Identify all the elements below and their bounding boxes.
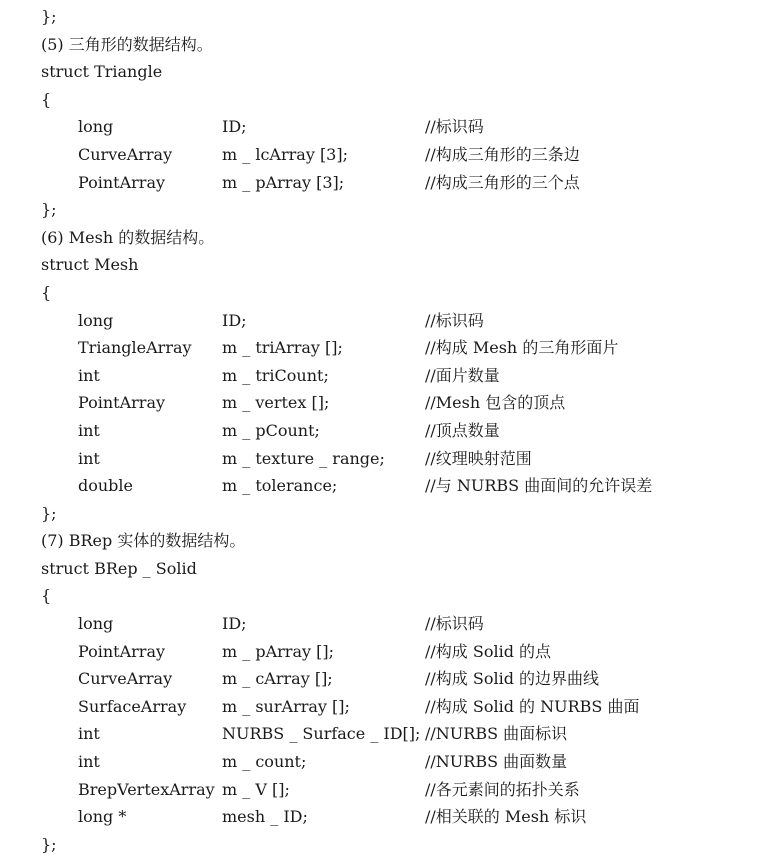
text-line [0, 58, 759, 86]
struct-field-line [0, 776, 759, 804]
field-comment: //面片数量 [425, 365, 500, 385]
field-type: PointArray [78, 172, 166, 192]
line-text: (5) 三角形的数据结构。 [41, 34, 213, 54]
field-name: ID; [222, 310, 247, 330]
text-line [0, 279, 759, 307]
struct-field-line [0, 748, 759, 776]
field-name: m _ triArray []; [222, 338, 343, 358]
text-line [0, 224, 759, 252]
struct-field-line [0, 472, 759, 500]
line-text: struct Triangle [41, 62, 163, 82]
field-name: m _ texture _ range; [222, 448, 385, 468]
field-comment: //构成 Solid 的点 [425, 641, 552, 661]
struct-field-line [0, 417, 759, 445]
field-comment: //与 NURBS 曲面间的允许误差 [425, 476, 653, 496]
field-name: m _ lcArray [3]; [222, 144, 348, 164]
text-line [0, 86, 759, 114]
field-comment: //各元素间的拓扑关系 [425, 779, 580, 799]
struct-field-line [0, 113, 759, 141]
line-text: }; [41, 503, 57, 523]
text-line [0, 196, 759, 224]
field-comment: //构成 Solid 的边界曲线 [425, 669, 600, 689]
field-type: long [78, 614, 114, 634]
field-name: ID; [222, 117, 247, 137]
line-text: { [41, 282, 52, 302]
field-type: int [78, 448, 100, 468]
field-comment: //标识码 [425, 117, 484, 137]
struct-field-line [0, 362, 759, 390]
field-name: m _ V []; [222, 779, 290, 799]
field-name: m _ count; [222, 752, 307, 772]
struct-field-line [0, 334, 759, 362]
struct-field-line [0, 665, 759, 693]
struct-field-line [0, 445, 759, 473]
struct-field-line [0, 693, 759, 721]
line-text: struct Mesh [41, 255, 139, 275]
field-type: CurveArray [78, 144, 173, 164]
field-name: m _ pArray [3]; [222, 172, 345, 192]
field-name: m _ vertex []; [222, 393, 330, 413]
line-text: (7) BRep 实体的数据结构。 [41, 531, 246, 551]
struct-field-line [0, 803, 759, 831]
field-comment: //相关联的 Mesh 标识 [425, 807, 587, 827]
field-type: BrepVertexArray [78, 779, 215, 799]
text-line [0, 251, 759, 279]
field-comment: //顶点数量 [425, 420, 500, 440]
field-type: TriangleArray [78, 338, 192, 358]
text-line [0, 3, 759, 31]
field-type: long * [78, 807, 127, 827]
field-type: PointArray [78, 393, 166, 413]
line-text: { [41, 89, 52, 109]
field-type: int [78, 724, 100, 744]
field-type: double [78, 476, 134, 496]
struct-field-line [0, 169, 759, 197]
field-name: m _ pCount; [222, 420, 320, 440]
struct-field-line [0, 638, 759, 666]
document-page [0, 3, 759, 858]
struct-field-line [0, 307, 759, 335]
field-name: NURBS _ Surface _ ID[]; [222, 724, 421, 744]
field-comment: //标识码 [425, 310, 484, 330]
struct-field-line [0, 389, 759, 417]
field-name: m _ surArray []; [222, 696, 350, 716]
field-comment: //构成 Mesh 的三角形面片 [425, 338, 619, 358]
text-line [0, 500, 759, 528]
text-line [0, 31, 759, 59]
field-name: m _ pArray []; [222, 641, 334, 661]
field-name: m _ triCount; [222, 365, 329, 385]
text-line [0, 555, 759, 583]
struct-field-line [0, 720, 759, 748]
field-comment: //NURBS 曲面标识 [425, 724, 568, 744]
line-text: }; [41, 834, 57, 854]
struct-field-line [0, 141, 759, 169]
field-type: SurfaceArray [78, 696, 187, 716]
field-type: long [78, 310, 114, 330]
field-comment: //构成 Solid 的 NURBS 曲面 [425, 696, 640, 716]
field-type: int [78, 752, 100, 772]
text-line [0, 527, 759, 555]
field-comment: //标识码 [425, 614, 484, 634]
field-comment: //Mesh 包含的顶点 [425, 393, 566, 413]
line-text: }; [41, 200, 57, 220]
field-name: m _ tolerance; [222, 476, 338, 496]
field-type: int [78, 365, 100, 385]
line-text: }; [41, 7, 57, 26]
field-name: m _ cArray []; [222, 669, 333, 689]
line-text: (6) Mesh 的数据结构。 [41, 227, 215, 247]
line-text: { [41, 586, 52, 606]
field-comment: //构成三角形的三条边 [425, 144, 580, 164]
field-type: PointArray [78, 641, 166, 661]
field-type: long [78, 117, 114, 137]
field-type: CurveArray [78, 669, 173, 689]
field-comment: //构成三角形的三个点 [425, 172, 580, 192]
field-comment: //纹理映射范围 [425, 448, 532, 468]
field-name: mesh _ ID; [222, 807, 308, 827]
struct-field-line [0, 610, 759, 638]
line-text: struct BRep _ Solid [41, 558, 197, 578]
text-line [0, 831, 759, 858]
field-comment: //NURBS 曲面数量 [425, 752, 568, 772]
field-name: ID; [222, 614, 247, 634]
field-type: int [78, 420, 100, 440]
text-line [0, 582, 759, 610]
